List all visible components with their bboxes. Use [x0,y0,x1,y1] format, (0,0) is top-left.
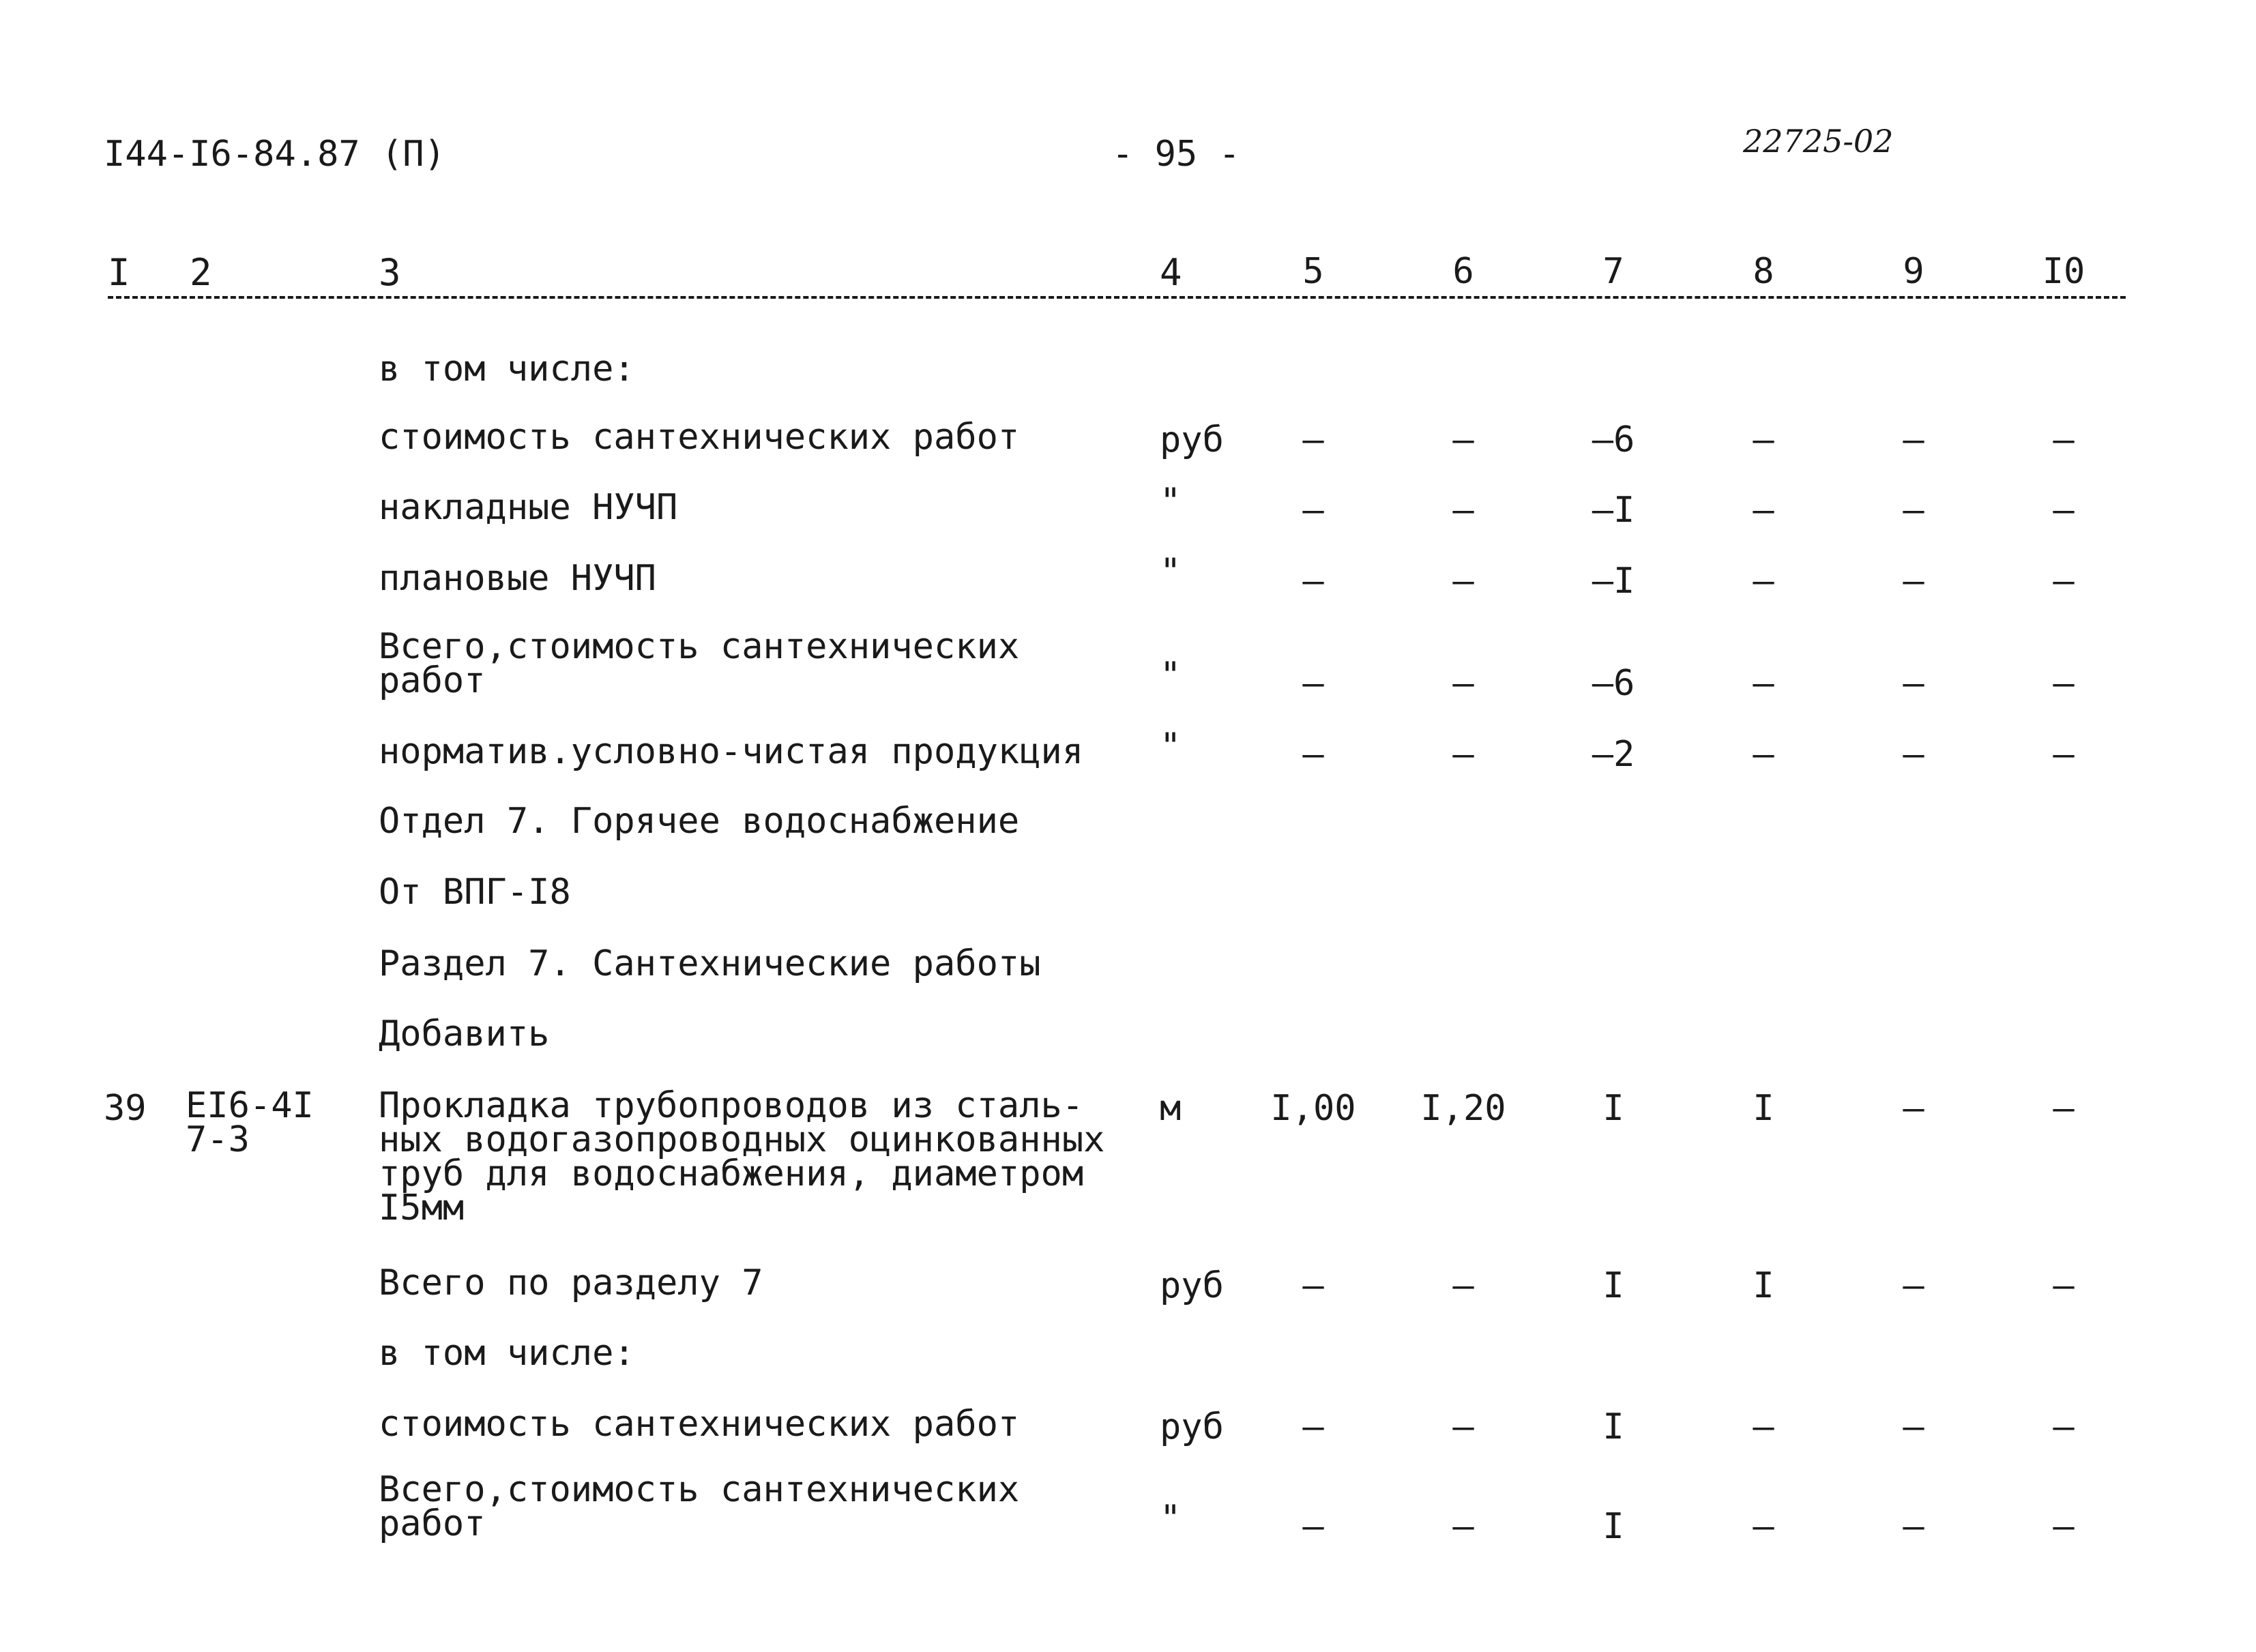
row-unit: руб [1160,1406,1224,1447]
row-col6: – [1452,663,1474,704]
row-col5: – [1302,663,1324,704]
row-unit: руб [1160,1265,1224,1306]
row-code-line-2: 7-3 [186,1119,250,1160]
row-col8: – [1753,663,1774,704]
row-col7: –I [1592,561,1635,602]
row-col10: – [2053,1506,2075,1547]
row-col5: – [1302,1506,1324,1547]
section-heading: От ВПГ-I8 [379,872,571,913]
row-col6: I,20 [1420,1088,1506,1129]
row-col10: – [2053,663,2075,704]
row-col9: – [1903,419,1924,460]
column-number-10: I0 [2042,251,2085,292]
row-col8: – [1753,1506,1774,1547]
row-col7: –2 [1592,734,1635,775]
row-unit: " [1160,726,1182,767]
row-col5: I,00 [1270,1088,1356,1129]
row-col10: – [2053,490,2075,531]
row-description: в том числе: [379,1333,635,1374]
row-col7: –I [1592,490,1635,531]
column-number-9: 9 [1903,251,1924,292]
row-col7: I [1602,1506,1624,1547]
column-number-3: 3 [379,251,401,294]
row-description-line-4: I5мм [379,1188,465,1228]
section-heading: Раздел 7. Сантехнические работы [379,943,1041,984]
row-unit: " [1160,481,1182,522]
row-col8: – [1753,734,1774,775]
row-col10: – [2053,734,2075,775]
row-unit: " [1160,1498,1182,1539]
row-description-line-2: работ [379,660,486,701]
column-number-1: I [108,251,130,294]
row-description: плановые НУЧП [379,558,656,599]
row-col5: – [1302,561,1324,602]
row-col9: – [1903,1088,1924,1129]
column-number-7: 7 [1602,251,1624,292]
row-description: стоимость сантехнических работ [379,417,1020,458]
section-heading: Отдел 7. Горячее водоснабжение [379,801,1020,842]
row-col9: – [1903,1265,1924,1306]
row-col9: – [1903,734,1924,775]
row-col7: I [1602,1406,1624,1447]
row-code-line-1: EI6-4I [186,1085,314,1126]
row-col8: – [1753,561,1774,602]
column-number-5: 5 [1302,251,1324,292]
row-col8: – [1753,419,1774,460]
row-description-line-1: Всего,стоимость сантехнических [379,626,1020,667]
row-col6: – [1452,561,1474,602]
row-description: в том числе: [379,349,635,389]
row-col9: – [1903,490,1924,531]
row-col7: I [1602,1265,1624,1306]
row-col5: – [1302,490,1324,531]
row-description-line-2: ных водогазопроводных оцинкованных [379,1119,1105,1160]
row-col8: I [1753,1265,1774,1306]
row-unit: м [1160,1088,1182,1129]
row-description-line-2: работ [379,1503,486,1544]
row-col8: I [1753,1088,1774,1129]
header-rule [108,296,2126,299]
row-col6: – [1452,734,1474,775]
row-item-number: 39 [104,1088,147,1129]
row-description: норматив.условно-чистая продукция [379,731,1084,772]
row-col9: – [1903,1406,1924,1447]
row-col10: – [2053,561,2075,602]
row-unit: " [1160,655,1182,696]
handwritten-number: 22725-02 [1743,123,1894,160]
column-number-4: 4 [1160,251,1182,294]
row-col8: – [1753,490,1774,531]
row-col9: – [1903,1506,1924,1547]
row-col10: – [2053,419,2075,460]
row-col8: – [1753,1406,1774,1447]
row-description-line-1: Всего,стоимость сантехнических [379,1469,1020,1510]
row-col10: – [2053,1406,2075,1447]
row-col5: – [1302,734,1324,775]
page-number: - 95 - [1112,134,1240,175]
section-heading: Добавить [379,1014,550,1054]
row-col6: – [1452,1265,1474,1306]
row-col7: –6 [1592,419,1635,460]
row-col6: – [1452,419,1474,460]
row-col7: –6 [1592,663,1635,704]
row-description: стоимость сантехнических работ [379,1404,1020,1445]
row-col6: – [1452,490,1474,531]
column-number-8: 8 [1753,251,1774,292]
column-number-2: 2 [190,251,212,294]
column-number-6: 6 [1452,251,1474,292]
row-col9: – [1903,663,1924,704]
row-col7: I [1602,1088,1624,1129]
row-col5: – [1302,1406,1324,1447]
row-col5: – [1302,1265,1324,1306]
row-col6: – [1452,1406,1474,1447]
row-col6: – [1452,1506,1474,1547]
row-col5: – [1302,419,1324,460]
row-unit: " [1160,551,1182,592]
row-col10: – [2053,1265,2075,1306]
row-description: Всего по разделу 7 [379,1263,763,1303]
row-col10: – [2053,1088,2075,1129]
document-code: I44-I6-84.87 (П) [104,134,445,175]
row-col9: – [1903,561,1924,602]
row-description-line-1: Прокладка трубопроводов из сталь- [379,1085,1084,1126]
row-description-line-3: труб для водоснабжения, диаметром [379,1153,1084,1194]
row-description: накладные НУЧП [379,487,678,528]
row-unit: руб [1160,419,1224,460]
